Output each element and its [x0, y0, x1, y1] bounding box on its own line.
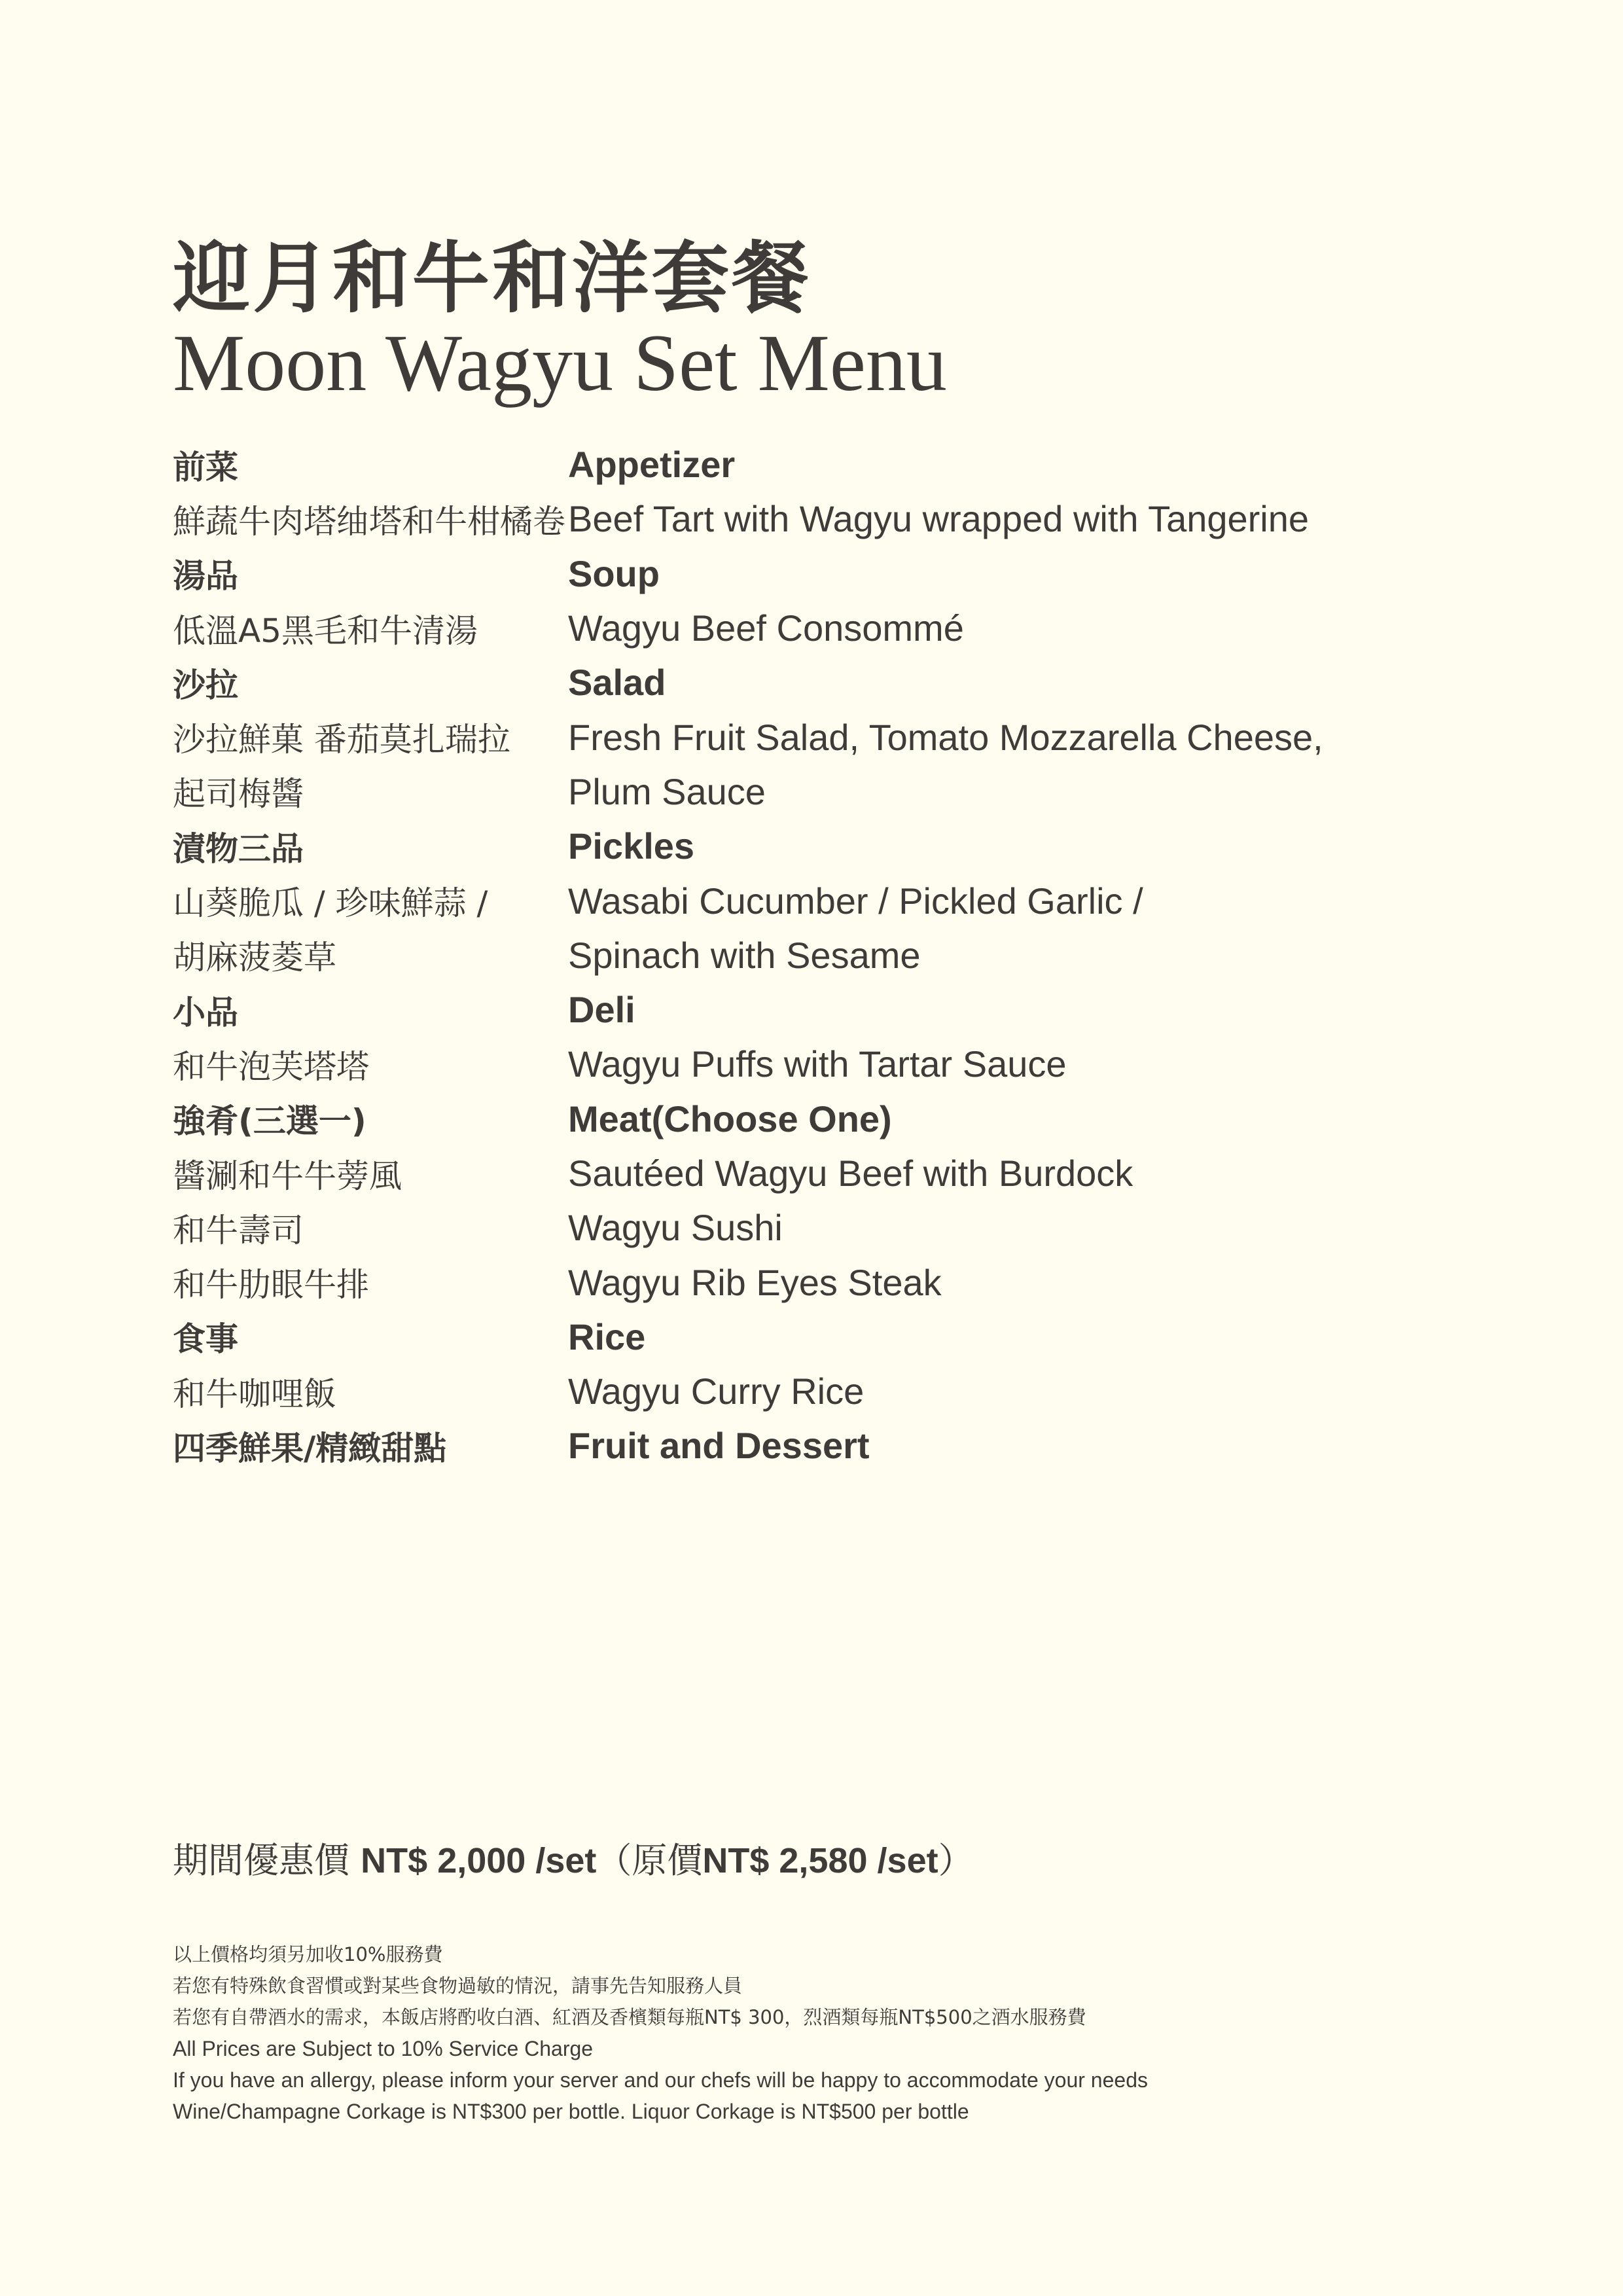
dish-zh: 和牛壽司: [173, 1211, 304, 1249]
footnotes: [173, 1939, 1148, 2127]
menu-row: [173, 1146, 1416, 1200]
price-label: 期間優惠價: [173, 1840, 361, 1881]
note-corkage-en: Wine/Champagne Corkage is NT$300 per bottle. Liquor Corkage is NT$500 per bottle: [173, 2100, 969, 2123]
menu-row: [173, 1310, 1416, 1364]
dish-en: Wagyu Curry Rice: [568, 1371, 865, 1412]
course-en: Salad: [568, 662, 666, 704]
dish-en: Sautéed Wagyu Beef with Burdock: [568, 1153, 1133, 1194]
original-price-open: （原價: [596, 1840, 703, 1881]
menu-row: [173, 982, 1416, 1037]
dish-en: Wasabi Cucumber / Pickled Garlic /: [568, 880, 1143, 922]
dish-zh: 和牛肋眼牛排: [173, 1266, 369, 1304]
dish-en: Wagyu Beef Consommé: [568, 607, 964, 649]
course-zh: 前菜: [173, 448, 238, 486]
title-chinese: 迎月和牛和洋套餐: [173, 232, 812, 323]
original-price-close: ）: [938, 1840, 974, 1881]
menu-row: [173, 492, 1416, 546]
dish-en: Wagyu Rib Eyes Steak: [568, 1261, 942, 1303]
course-zh: 四季鮮果/精緻甜點: [173, 1429, 447, 1467]
course-en: Rice: [568, 1316, 646, 1357]
dish-zh: 和牛泡芙塔塔: [173, 1047, 369, 1086]
course-en: Meat(Choose One): [568, 1098, 892, 1139]
menu-row: [173, 1037, 1416, 1091]
course-en: Soup: [568, 552, 660, 594]
note-service-charge-zh: 以上價格均須另加收10%服務費: [173, 1943, 443, 1965]
menu-row: [173, 1200, 1416, 1255]
menu-page: [173, 0, 1482, 2296]
price-line: [173, 1833, 974, 1883]
course-zh: 強肴(三選一): [173, 1102, 366, 1141]
dish-zh: 和牛咖哩飯: [173, 1374, 336, 1413]
course-zh: 沙拉: [173, 666, 238, 704]
menu-row: [173, 1092, 1416, 1146]
promo-price: NT$ 2,000 /set: [361, 1841, 597, 1880]
dish-zh: 山葵脆瓜 / 珍味鮮蒜 /: [173, 884, 488, 923]
menu-row: [173, 1364, 1416, 1418]
menu-row: [173, 437, 1416, 492]
title-english: Moon Wagyu Set Menu: [173, 318, 947, 408]
course-zh: 湯品: [173, 557, 238, 596]
dish-zh: 沙拉鮮菓 番茄莫扎瑞拉: [173, 721, 510, 759]
menu-row: [173, 1418, 1416, 1473]
dish-zh: 起司梅醬: [173, 775, 304, 814]
dish-en: Plum Sauce: [568, 770, 766, 812]
course-en: Fruit and Dessert: [568, 1425, 870, 1467]
course-zh: 漬物三品: [173, 829, 304, 868]
menu-row: [173, 928, 1416, 982]
dish-en: Wagyu Sushi: [568, 1207, 783, 1249]
course-zh: 食事: [173, 1320, 238, 1359]
dish-en: Wagyu Puffs with Tartar Sauce: [568, 1043, 1067, 1085]
menu-row: [173, 655, 1416, 709]
dish-en: Fresh Fruit Salad, Tomato Mozzarella Cheese,: [568, 716, 1323, 758]
note-allergy-zh: 若您有特殊飲食習慣或對某些食物過敏的情況，請事先告知服務人員: [173, 1975, 743, 1997]
note-service-charge-en: All Prices are Subject to 10% Service Charge: [173, 2037, 594, 2060]
dish-zh: 鮮蔬牛肉塔䌷塔和牛柑橘卷: [173, 502, 565, 541]
menu-row: [173, 819, 1416, 873]
course-en: Appetizer: [568, 444, 736, 486]
original-price: NT$ 2,580 /set: [702, 1841, 938, 1880]
menu-row: [173, 1255, 1416, 1309]
menu-row: [173, 601, 1416, 655]
note-allergy-en: If you have an allergy, please inform your server and our chefs will be happy to accommodate your needs: [173, 2068, 1148, 2092]
dish-zh: 低溫A5黑毛和牛清湯: [173, 611, 478, 650]
dish-en: Beef Tart with Wagyu wrapped with Tangerine: [568, 498, 1310, 540]
dish-zh: 胡麻菠菱草: [173, 939, 336, 977]
menu-list: [173, 437, 1416, 1473]
dish-en: Spinach with Sesame: [568, 934, 921, 976]
menu-row: [173, 764, 1416, 819]
course-en: Pickles: [568, 825, 695, 867]
menu-row: [173, 709, 1416, 764]
course-en: Deli: [568, 989, 635, 1031]
note-corkage-zh: 若您有自帶酒水的需求，本飯店將酌收白酒、紅酒及香檳類每瓶NT$ 300，烈酒類每瓶NT$500之酒水服務費: [173, 2006, 1086, 2028]
menu-row: [173, 873, 1416, 927]
course-zh: 小品: [173, 993, 238, 1031]
menu-row: [173, 547, 1416, 601]
dish-zh: 醬涮和牛牛蒡風: [173, 1157, 402, 1195]
